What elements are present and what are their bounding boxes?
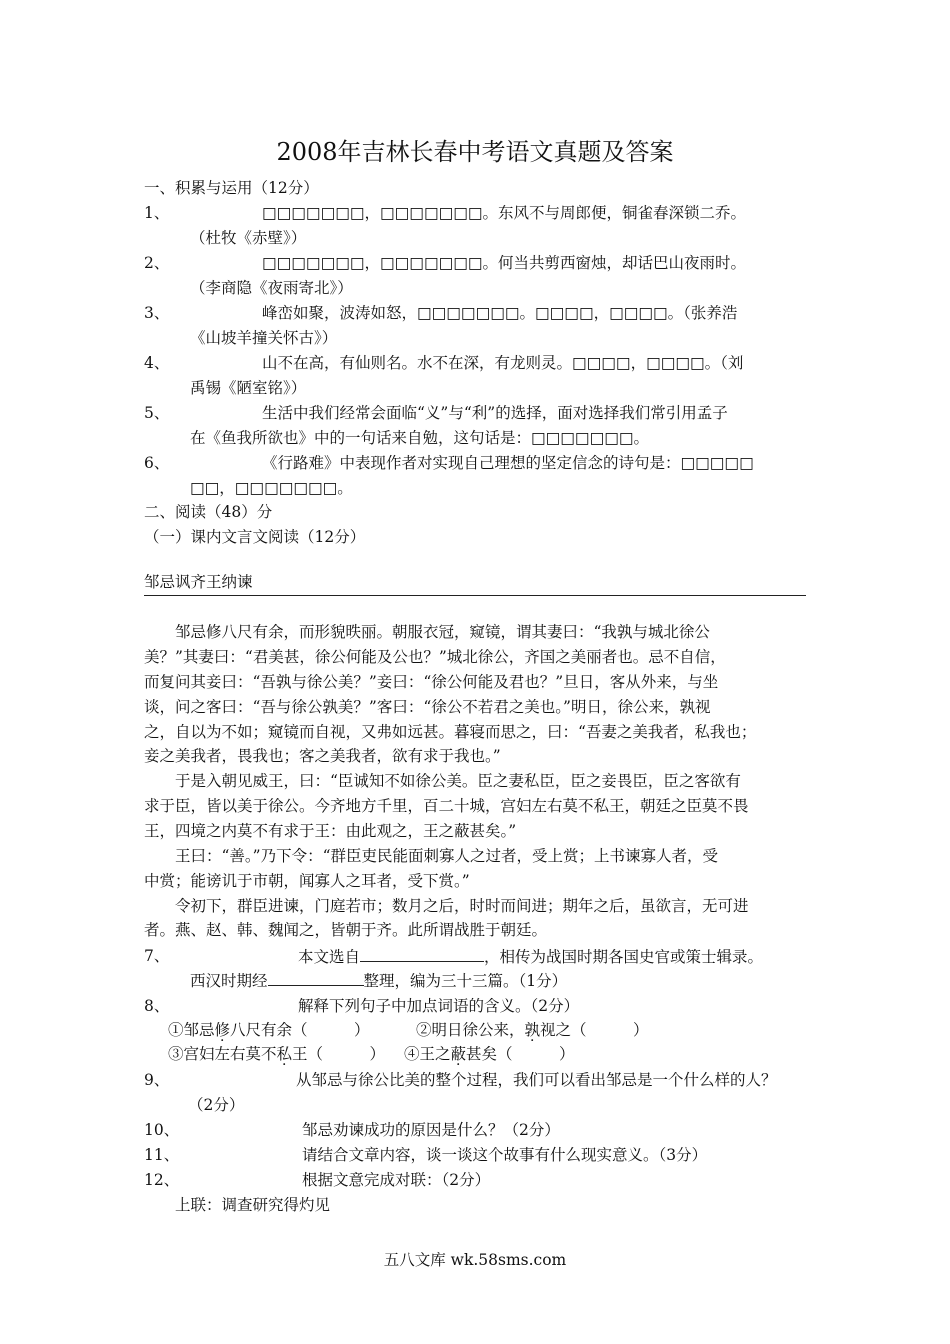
q3-text: 峰峦如聚，波涛如怒，□□□□□□□。□□□□，□□□□。（张养浩 xyxy=(262,304,738,322)
section2-heading: 二、阅读（48）分 xyxy=(144,503,273,521)
article-paragraph-line: 中赏；能谤讥于市朝，闻寡人之耳者，受下赏。” xyxy=(144,872,470,890)
q2-text: □□□□□□□，□□□□□□□。何当共剪西窗烛，却话巴山夜雨时。 xyxy=(262,254,747,272)
article-paragraph-line: 王曰：“善。”乃下令：“群臣吏民能面刺寡人之过者，受上赏；上书谏寡人者，受 xyxy=(175,847,719,865)
article-paragraph-line: 而复问其妾曰：“吾孰与徐公美？”妾曰：“徐公何能及君也？”旦日，客从外来，与坐 xyxy=(144,673,719,691)
q7-blank-editor[interactable] xyxy=(268,970,364,986)
section1-heading: 一、积累与运用（12分） xyxy=(144,179,319,197)
q2-continuation: （李商隐《夜雨寄北》） xyxy=(190,279,353,297)
q12-number: 12、 xyxy=(144,1171,180,1189)
q7-text-a: 本文选自 xyxy=(298,948,361,966)
q5-continuation: 在《鱼我所欲也》中的一句话来自勉，这句话是：□□□□□□□。 xyxy=(190,429,650,447)
article-paragraph-line: 王，四境之内莫不有求于王：由此观之，王之蔽甚矣。” xyxy=(144,822,517,840)
q7-text-c: 西汉时期经 xyxy=(190,972,268,990)
q7-number: 7、 xyxy=(144,947,170,965)
article-paragraph-line: 之，自以为不如；窥镜而自视，又弗如远甚。暮寝而思之，曰：“吾妻之美我者，私我也； xyxy=(144,723,757,741)
q7-continuation xyxy=(190,970,567,991)
q1-text: □□□□□□□，□□□□□□□。东风不与周郎便，铜雀春深锁二乔。 xyxy=(262,204,747,222)
q10-number: 10、 xyxy=(144,1121,180,1139)
q7-blank-source[interactable] xyxy=(360,946,484,962)
article-paragraph-line: 求于臣，皆以美于徐公。今齐地方千里，百二十城，宫妇左右莫不私王，朝廷之臣莫不畏 xyxy=(144,797,749,815)
q3-continuation: 《山坡羊撞关怀古》） xyxy=(190,329,338,347)
article-paragraph-line: 者。燕、赵、韩、魏闻之，皆朝于齐。此所谓战胜于朝廷。 xyxy=(144,921,548,939)
q8-item-3-prefix: ③宫妇左右莫不 xyxy=(168,1045,277,1063)
q5-number: 5、 xyxy=(144,404,170,422)
q8-item-1-word: 修 xyxy=(214,1021,231,1039)
q8-text: 解释下列句子中加点词语的含义。（2分） xyxy=(298,997,580,1015)
page-title: 2008年吉林长春中考语文真题及答案 xyxy=(276,138,674,166)
q8-item-4-suffix: 甚矣（ ） xyxy=(466,1045,575,1063)
q7-text-d: 整理，编为三十三篇。（1分） xyxy=(363,972,568,990)
q4-continuation: 禹锡《陋室铭》） xyxy=(190,379,307,397)
q8-item-2-word: 孰 xyxy=(524,1021,541,1039)
q8-item-4 xyxy=(404,1044,575,1064)
q11-text: 请结合文章内容，谈一谈这个故事有什么现实意义。（3分） xyxy=(302,1146,708,1164)
q12-text: 根据文意完成对联：（2分） xyxy=(302,1171,491,1189)
q2-number: 2、 xyxy=(144,254,170,272)
q9-continuation: （2分） xyxy=(188,1096,245,1114)
q12-upper-couplet: 上联：调查研究得灼见 xyxy=(175,1196,331,1214)
q8-item-3-word: 私 xyxy=(276,1045,293,1063)
q8-item-2 xyxy=(416,1020,649,1040)
q5-text: 生活中我们经常会面临“义”与“利”的选择，面对选择我们常引用孟子 xyxy=(262,404,728,422)
article-paragraph-line: 谈，问之客曰：“吾与徐公孰美？”客曰：“徐公不若君之美也。”明日，徐公来，孰视 xyxy=(144,698,711,716)
q7-text xyxy=(298,946,763,967)
q8-item-3-suffix: 王（ ） xyxy=(292,1045,386,1063)
q8-item-2-prefix: ②明日徐公来， xyxy=(416,1021,525,1039)
q1-continuation: （杜牧《赤壁》） xyxy=(190,229,307,247)
q8-item-4-prefix: ④王之 xyxy=(404,1045,451,1063)
q6-continuation: □□，□□□□□□□。 xyxy=(190,479,353,497)
q11-number: 11、 xyxy=(144,1146,180,1164)
q9-text: 从邹忌与徐公比美的整个过程，我们可以看出邹忌是一个什么样的人？ xyxy=(296,1071,777,1089)
article-title: 邹忌讽齐王纳谏 xyxy=(144,573,253,591)
q6-text: 《行路难》中表现作者对实现自己理想的坚定信念的诗句是：□□□□□ xyxy=(262,454,754,472)
article-paragraph-line: 于是入朝见威王，曰：“臣诚知不如徐公美。臣之妻私臣，臣之妾畏臣，臣之客欲有 xyxy=(175,772,741,790)
title-divider xyxy=(144,595,806,596)
q3-number: 3、 xyxy=(144,304,170,322)
q8-item-1-prefix: ①邹忌 xyxy=(168,1021,215,1039)
q8-item-2-suffix: 视之（ ） xyxy=(540,1021,649,1039)
q8-number: 8、 xyxy=(144,997,170,1015)
q8-item-4-word: 蔽 xyxy=(450,1045,467,1063)
q10-text: 邹忌劝谏成功的原因是什么？（2分） xyxy=(302,1121,560,1139)
footer-watermark: 五八文库 wk.58sms.com xyxy=(383,1251,567,1269)
article-paragraph-line: 美？”其妻曰：“君美甚，徐公何能及公也？”城北徐公，齐国之美丽者也。忌不自信， xyxy=(144,648,726,666)
q9-number: 9、 xyxy=(144,1071,170,1089)
q7-text-b: ，相传为战国时期各国史官或策士辑录。 xyxy=(484,948,764,966)
q4-number: 4、 xyxy=(144,354,170,372)
q4-text: 山不在高，有仙则名。水不在深，有龙则灵。□□□□，□□□□。（刘 xyxy=(262,354,744,372)
section2-subheading: （一）课内文言文阅读（12分） xyxy=(144,528,366,546)
article-paragraph-line: 令初下，群臣进谏，门庭若市；数月之后，时时而间进；期年之后，虽欲言，无可进 xyxy=(175,897,749,915)
q8-item-1 xyxy=(168,1020,370,1040)
q8-item-1-suffix: 八尺有余（ ） xyxy=(230,1021,370,1039)
article-paragraph-line: 邹忌修八尺有余，而形貌昳丽。朝服衣冠，窥镜，谓其妻曰：“我孰与城北徐公 xyxy=(175,623,710,641)
q8-item-3 xyxy=(168,1044,385,1064)
q6-number: 6、 xyxy=(144,454,170,472)
article-paragraph-line: 妾之美我者，畏我也；客之美我者，欲有求于我也。” xyxy=(144,747,501,765)
q1-number: 1、 xyxy=(144,204,170,222)
